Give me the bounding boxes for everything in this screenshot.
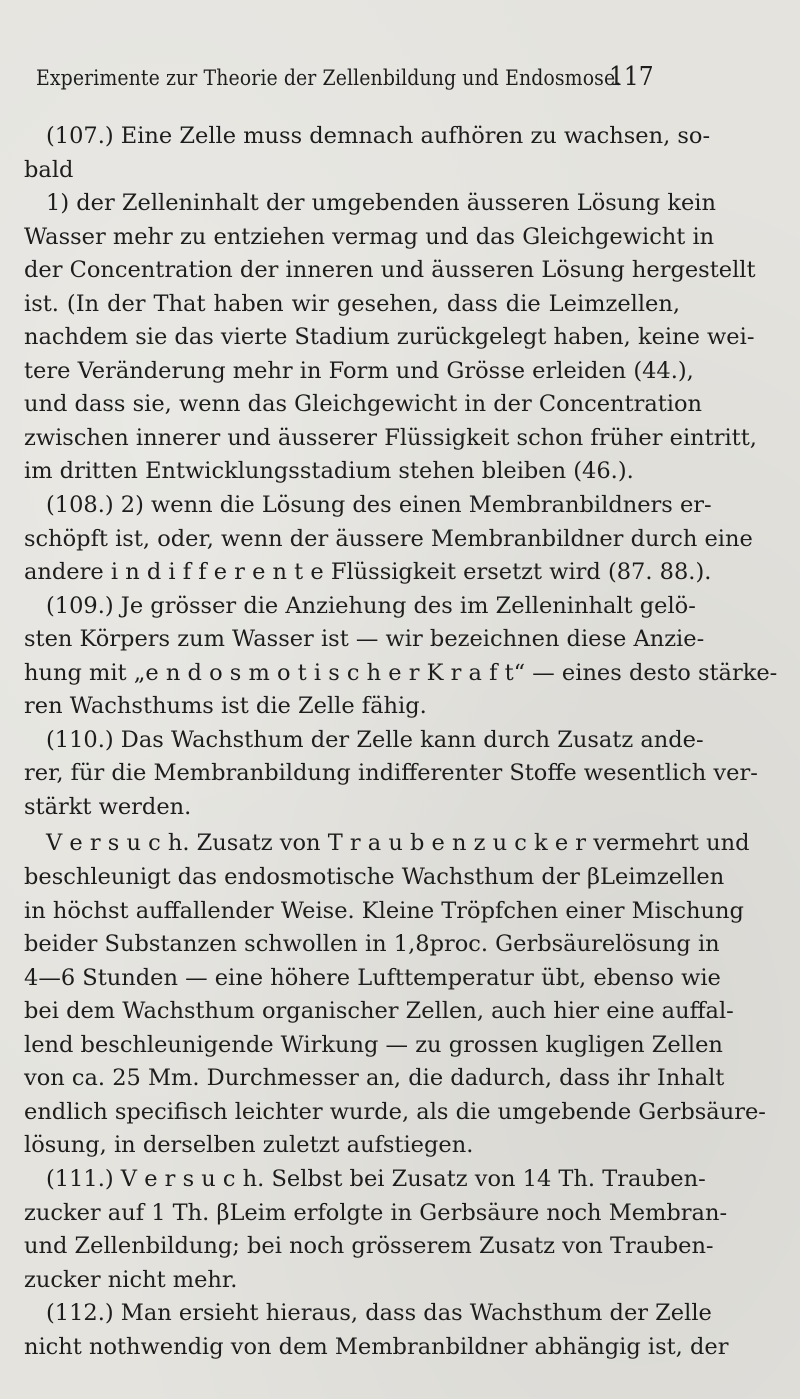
text-line: (107.) Eine Zelle muss demnach aufhören zu wachsen, so- — [46, 123, 711, 149]
text-line: (109.) Je grösser die Anziehung des im Zelleninhalt gelö- — [46, 592, 696, 619]
text-line: V e r s u c h. Zusatz von T r a u b e n z u c k e r vermehrt und — [46, 830, 750, 857]
page-number: 117 — [609, 62, 654, 92]
text-line: (110.) Das Wachsthum der Zelle kann durch Zusatz ande- — [46, 726, 704, 753]
text-line: zucker auf 1 Th. βLeim erfolgte in Gerbsäure noch Membran- — [24, 1199, 728, 1226]
text-line: beschleunigt das endosmotische Wachsthum der βLeimzellen — [24, 864, 725, 891]
text-line: beider Substanzen schwollen in 1,8proc. Gerbsäurelösung in — [24, 931, 720, 958]
text-line: von ca. 25 Mm. Durchmesser an, die dadurch, dass ihr Inhalt — [24, 1065, 725, 1092]
text-line: (111.) V e r s u c h. Selbst bei Zusatz von 14 Th. Trauben- — [46, 1165, 706, 1192]
text-line: und dass sie, wenn das Gleichgewicht in der Concentration — [24, 391, 703, 418]
text-line: und Zellenbildung; bei noch grösserem Zusatz von Trauben- — [24, 1233, 714, 1260]
text-line: 1) der Zelleninhalt der umgebenden äusseren Lösung kein — [46, 190, 716, 217]
text-line: (108.) 2) wenn die Lösung des einen Membranbildners er- — [46, 492, 712, 519]
text-line: Wasser mehr zu entziehen vermag und das Gleichgewicht in — [24, 223, 715, 250]
text-line: ren Wachsthums ist die Zelle fähig. — [24, 693, 427, 720]
text-line: schöpft ist, oder, wenn der äussere Membranbildner durch eine — [24, 525, 753, 552]
body-text — [24, 120, 778, 1364]
text-line: lösung, in derselben zuletzt aufstiegen. — [24, 1132, 474, 1159]
text-line: stärkt werden. — [24, 793, 192, 820]
text-line: bei dem Wachsthum organischer Zellen, auch hier eine auffal- — [24, 998, 734, 1025]
text-line: zwischen innerer und äusserer Flüssigkeit schon früher eintritt, — [24, 424, 757, 451]
text-line: endlich specifisch leichter wurde, als die umgebende Gerbsäure- — [24, 1098, 766, 1125]
text-line: bald — [24, 156, 74, 183]
text-line: im dritten Entwicklungsstadium stehen bleiben (46.). — [24, 458, 634, 485]
text-line: sten Körpers zum Wasser ist — wir bezeichnen diese Anzie- — [24, 626, 705, 653]
text-line: in höchst auffallender Weise. Kleine Tröpfchen einer Mischung — [24, 897, 744, 924]
text-line: lend beschleunigende Wirkung — zu grossen kugligen Zellen — [24, 1031, 723, 1058]
running-head — [36, 62, 656, 96]
text-line: (112.) Man ersieht hieraus, dass das Wachsthum der Zelle — [46, 1300, 712, 1327]
text-line: rer, für die Membranbildung indifferenter Stoffe wesentlich ver- — [24, 760, 758, 787]
text-line: ist. (In der That haben wir gesehen, dass die Leimzellen, — [24, 290, 680, 317]
text-line: nachdem sie das vierte Stadium zurückgelegt haben, keine wei- — [24, 324, 755, 351]
text-line: zucker nicht mehr. — [24, 1266, 238, 1293]
text-line: tere Veränderung mehr in Form und Grösse erleiden (44.), — [24, 357, 694, 384]
text-line: 4—6 Stunden — eine höhere Lufttemperatur übt, ebenso wie — [24, 964, 721, 991]
text-line: der Concentration der inneren und äusseren Lösung hergestellt — [24, 257, 756, 284]
text-line: andere i n d i f f e r e n t e Flüssigkeit ersetzt wird (87. 88.). — [24, 559, 712, 586]
text-line: hung mit „e n d o s m o t i s c h e r K r a f t“ — eines desto stärke- — [24, 659, 778, 686]
text-line: nicht nothwendig von dem Membranbildner abhängig ist, der — [24, 1333, 729, 1360]
running-title: Experimente zur Theorie der Zellenbildung und Endosmose. — [36, 66, 622, 90]
